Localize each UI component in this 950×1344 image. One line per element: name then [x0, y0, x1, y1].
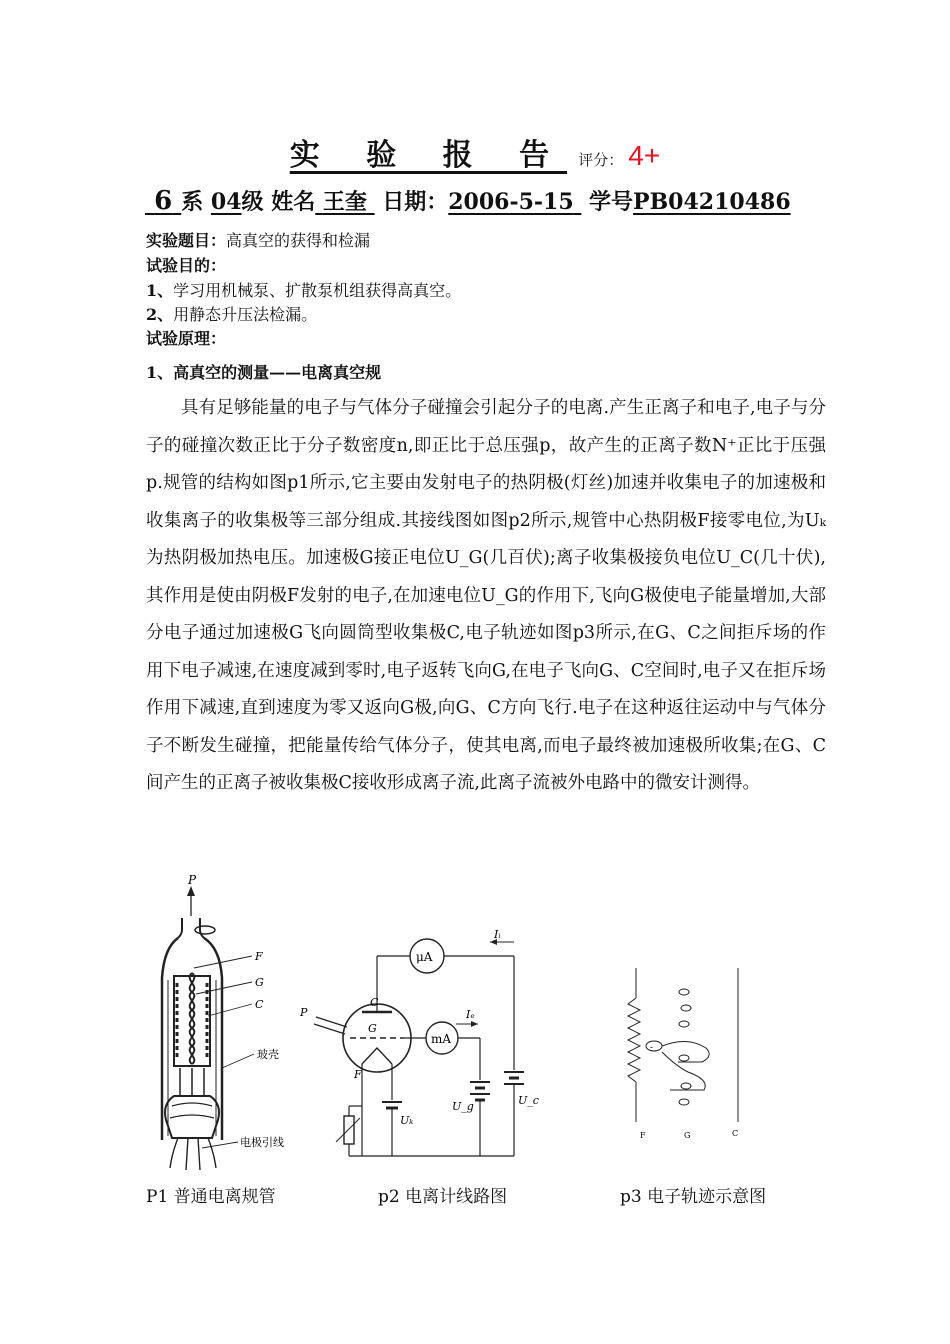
purpose-item — [146, 302, 317, 325]
p3-label-minus: - — [650, 1043, 654, 1053]
purpose-item-text: 学习用机械泵、扩散泵机组获得高真空。 — [173, 281, 462, 300]
p2-label-ie: Iₑ — [466, 1008, 475, 1021]
principle-paragraph — [146, 390, 826, 803]
p3-label-f: F — [640, 1131, 646, 1140]
p1-label-glass: 玻壳 — [257, 1048, 279, 1061]
p2-label-c: C — [370, 996, 379, 1009]
student-name: 王奎 — [322, 189, 367, 215]
figure-p2-circuit — [292, 920, 542, 1170]
student-id: PB04210486 — [633, 189, 791, 215]
p1-label-p: P — [188, 873, 197, 887]
p1-label-f: F — [255, 950, 263, 963]
paragraph-text: 具有足够能量的电子与气体分子碰撞会引起分子的电离.产生正离子和电子,电子与分子的碰撞次数正比于分子数密度n,即正比于总压强p，故产生的正离子数N⁺正比于压强p.规管的结构如图p1所示,它主要由发射电子的热阴极(灯丝)加速并收集电子的加速极和收集离子的收集极等三部分组成.其接线图如图p2所示,规管中心热阴极F接零电位,为Uₖ为热阴极加热电压。加速极G接正电位U_G(几百伏);离子收集极接负电位U_C(几十伏),其作用是使由阴极F发射的电子,在加速电位U_G的作用下,飞向G极使电子能量增加,大部分电子通过加速极G飞向圆筒型收集极C,电子轨迹如图p3所示,在G、C之间拒斥场的作用下电子减速,在速度减到零时,电子返转飞向G,在电子飞向G、C空间时,电子又在拒斥场作用下减速,直到速度为零又返向G极,向G、C方向飞行.电子在这种返往运动中与气体分子不断发生碰撞，把能量传给气体分子，使其电离,而电子最终被加速极所收集;在G、C间产生的正离子被收集极C接收形成离子流,此离子流被外电路中的微安计测得。 — [146, 398, 826, 793]
p2-label-f: F — [354, 1068, 362, 1081]
figure-p1-gauge-tube — [142, 868, 302, 1173]
p1-label-c: C — [255, 998, 264, 1011]
experiment-label: 实验题目： — [146, 231, 227, 250]
p2-label-ii: Iᵢ — [494, 928, 501, 941]
principle-label: 试验原理： — [146, 329, 227, 348]
figure-p3-trajectory — [618, 962, 748, 1147]
student-info — [145, 185, 791, 216]
purpose-item-text: 用静态升压法检漏。 — [173, 305, 318, 324]
p2-label-uk: Uₖ — [400, 1114, 414, 1127]
caption-p2: p2 电离计线路图 — [378, 1187, 508, 1207]
caption-p1: P1 普通电离规管 — [146, 1187, 276, 1207]
experiment-value: 高真空的获得和检漏 — [226, 231, 371, 250]
p2-label-p: P — [300, 1006, 308, 1019]
p2-label-ua: μA — [416, 950, 433, 964]
title-row — [0, 130, 950, 174]
dept-number: 6 — [154, 186, 173, 216]
p2-label-ug: U_g — [452, 1100, 474, 1113]
p3-label-g: G — [684, 1131, 691, 1140]
p1-label-leads: 电极引线 — [240, 1136, 284, 1149]
score-label: 评分： — [578, 151, 624, 169]
p2-label-ma: mA — [431, 1032, 452, 1046]
grade-number: 04 — [210, 189, 242, 215]
p3-label-c: C — [732, 1129, 739, 1138]
experiment-title — [146, 228, 370, 251]
purpose-label: 试验目的： — [146, 256, 227, 275]
caption-p3: p3 电子轨迹示意图 — [620, 1187, 767, 1207]
section-heading: 1、高真空的测量——电离真空规 — [146, 363, 382, 382]
score-value: 4+ — [628, 140, 661, 171]
date-label: 日期： — [382, 189, 449, 215]
student-id-label: 学号 — [589, 189, 634, 215]
purpose-item-number: 2、 — [146, 305, 174, 324]
purpose-item — [146, 278, 461, 301]
p2-label-g: G — [368, 1022, 377, 1035]
grade-name-label: 级 姓名 — [241, 189, 316, 215]
date-value: 2006-5-15 — [448, 189, 574, 215]
p1-label-g: G — [255, 976, 264, 989]
p2-label-uc: U_c — [518, 1094, 539, 1107]
dept-suffix: 系 — [181, 189, 204, 215]
purpose-item-number: 1、 — [146, 281, 174, 300]
report-title: 实 验 报 告 — [289, 138, 568, 173]
